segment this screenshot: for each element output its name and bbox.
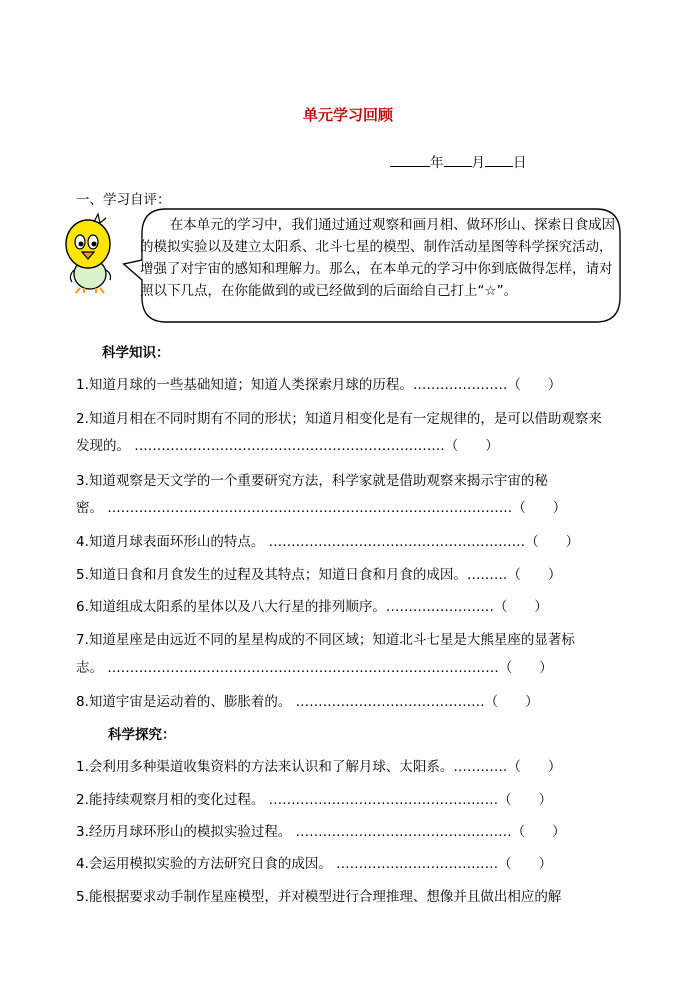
knowledge-heading: 科学知识： [102, 345, 170, 361]
month-label: 月 [471, 155, 485, 171]
knowledge-item: 7.知道星座是由远近不同的星星构成的不同区域；知道北斗七星是大熊星座的显著标 [76, 632, 575, 648]
knowledge-item: 3.知道观察是天文学的一个重要研究方法，科学家就是借助观察来揭示宇宙的秘 [76, 473, 548, 489]
section-self-evaluation: 一、学习自评： [76, 192, 171, 208]
year-label: 年 [430, 155, 444, 171]
knowledge-item: 志。 ……………………………………………………………………………（ ） [76, 660, 553, 676]
knowledge-item: 5.知道日食和月食发生的过程及其特点；知道日食和月食的成因。………（ ） [76, 567, 562, 583]
day-label: 日 [513, 155, 527, 171]
date-line [390, 151, 527, 171]
knowledge-item: 8.知道宇宙是运动着的、膨胀着的。 ……………………………………（ ） [76, 694, 539, 710]
knowledge-item: 1.知道月球的一些基础知道；知道人类探索月球的历程。…………………（ ） [76, 377, 562, 393]
bubble-text: 在本单元的学习中，我们通过通过观察和画月相、做环形山、探索日食成因的模拟实验以及建立太阳系、北斗七星的模型、制作活动星图等科学探究活动，增强了对宇宙的感知和理解力。那么，在本单元的学习中你到底做得怎样，请对照以下几点，在你能做到的或已经做到的后面给自己打上“☆”。 [140, 217, 616, 299]
inquiry-item: 2.能持续观察月相的变化过程。 ……………………………………………（ ） [76, 792, 553, 808]
inquiry-item: 3.经历月球环形山的模拟实验过程。 …………………………………………（ ） [76, 824, 566, 840]
inquiry-heading: 科学探究： [108, 727, 176, 743]
inquiry-item: 4.会运用模拟实验的方法研究日食的成因。 ………………………………（ ） [76, 856, 553, 872]
page-title: 单元学习回顾 [302, 106, 393, 124]
knowledge-item: 4.知道月球表面环形山的特点。 …………………………………………………（ ） [76, 534, 580, 550]
inquiry-item: 5.能根据要求动手制作星座模型，并对模型进行合理推理、想像并且做出相应的解 [76, 889, 562, 905]
knowledge-item: 密。 ………………………………………………………………………………（ ） [76, 500, 567, 516]
chick-mascot-icon [60, 212, 122, 294]
day-blank[interactable] [485, 154, 513, 167]
year-blank[interactable] [390, 154, 430, 167]
inquiry-item: 1.会利用多种渠道收集资料的方法来认识和了解月球、太阳系。…………（ ） [76, 759, 562, 775]
knowledge-item: 发现的。 ……………………………………………………………（ ） [76, 438, 499, 454]
knowledge-item: 6.知道组成太阳系的星体以及八大行星的排列顺序。……………………（ ） [76, 599, 548, 615]
month-blank[interactable] [444, 154, 472, 167]
knowledge-item: 2.知道月相在不同时期有不同的形状；知道月相变化是有一定规律的，是可以借助观察来 [76, 411, 602, 427]
